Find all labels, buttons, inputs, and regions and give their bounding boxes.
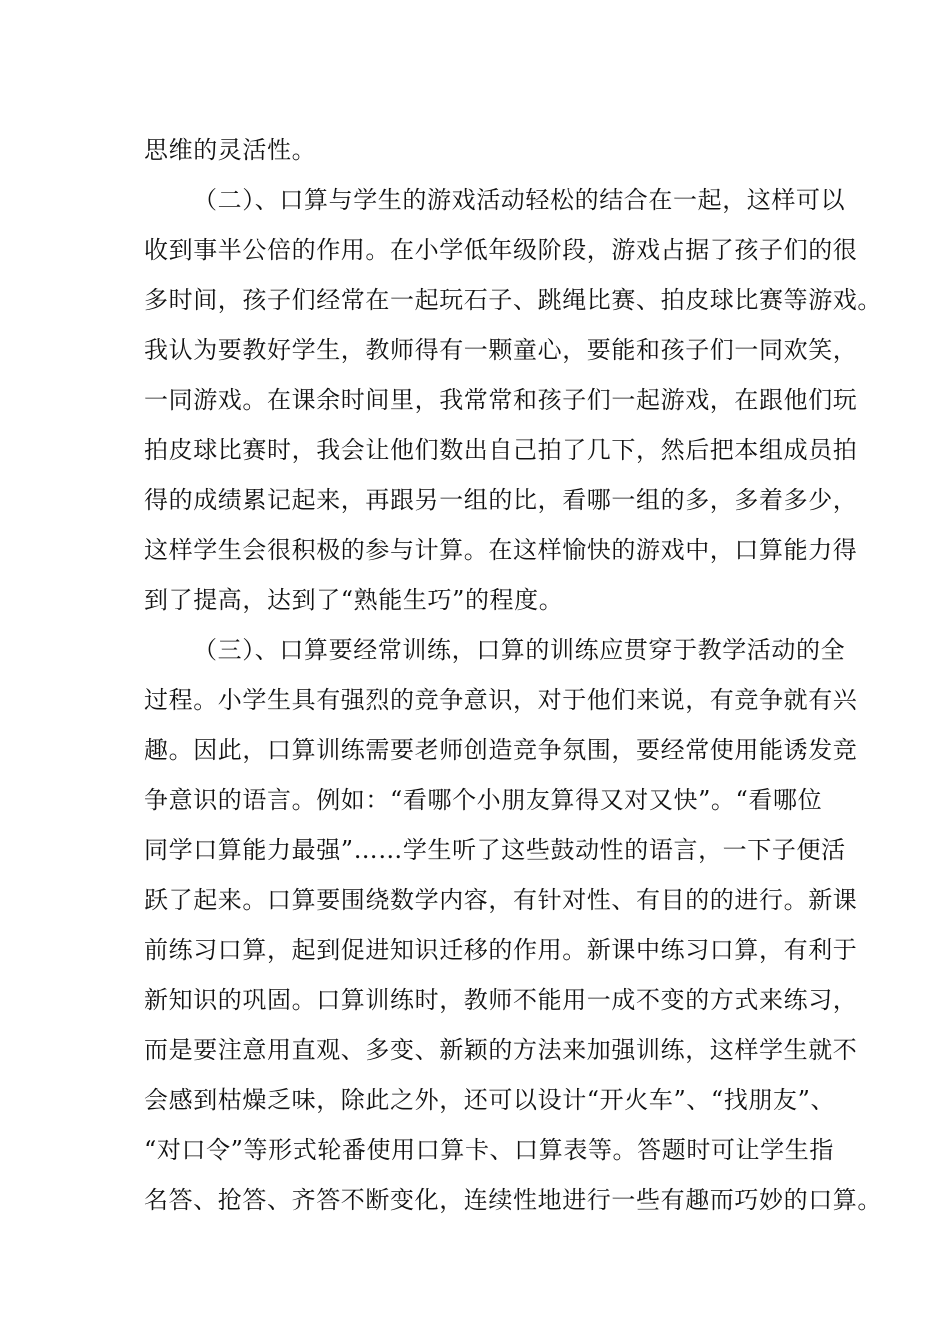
paragraph-3-line-10: 会感到枯燥乏味，除此之外，还可以设计“开火车”、“找朋友”、 (144, 1086, 836, 1114)
paragraph-2-line-2: 收到事半公倍的作用。在小学低年级阶段，游戏占据了孩子们的很 (144, 236, 858, 264)
paragraph-3-line-2: 过程。小学生具有强烈的竞争意识，对于他们来说，有竞争就有兴 (144, 686, 858, 714)
paragraph-3-line-11: “对口令”等形式轮番使用口算卡、口算表等。答题时可让学生指 (144, 1136, 834, 1164)
paragraph-2-line-1: （二）、口算与学生的游戏活动轻松的结合在一起，这样可以 (193, 186, 846, 214)
paragraph-3-line-5: 同学口算能力最强”……学生听了这些鼓动性的语言，一下子便活 (144, 836, 846, 864)
paragraph-3-line-6: 跃了起来。口算要围绕数学内容，有针对性、有目的的进行。新课 (144, 886, 858, 914)
paragraph-3-line-1: （三）、口算要经常训练，口算的训练应贯穿于教学活动的全 (193, 636, 846, 664)
paragraph-3-line-7: 前练习口算，起到促进知识迁移的作用。新课中练习口算，有利于 (144, 936, 858, 964)
paragraph-3-line-3: 趣。因此，口算训练需要老师创造竞争氛围，要经常使用能诱发竞 (144, 736, 858, 764)
paragraph-3-line-8: 新知识的巩固。口算训练时，教师不能用一成不变的方式来练习， (144, 986, 858, 1014)
paragraph-2-line-4: 我认为要教好学生，教师得有一颗童心，要能和孩子们一同欢笑， (144, 336, 858, 364)
paragraph-2-line-8: 这样学生会很积极的参与计算。在这样愉快的游戏中，口算能力得 (144, 536, 858, 564)
paragraph-2-line-7: 得的成绩累记起来，再跟另一组的比，看哪一组的多，多着多少， (144, 486, 858, 514)
paragraph-2-line-5: 一同游戏。在课余时间里，我常常和孩子们一起游戏，在跟他们玩 (144, 386, 858, 414)
paragraph-2-line-9: 到了提高，达到了“熟能生巧”的程度。 (144, 586, 564, 614)
paragraph-3-line-4: 争意识的语言。例如：“看哪个小朋友算得又对又快”。“看哪位 (144, 786, 823, 814)
text-line-1: 思维的灵活性。 (144, 136, 317, 164)
paragraph-2-line-3: 多时间，孩子们经常在一起玩石子、跳绳比赛、拍皮球比赛等游戏。 (144, 286, 882, 314)
paragraph-3-line-12: 名答、抢答、齐答不断变化，连续性地进行一些有趣而巧妙的口算。 (144, 1186, 882, 1214)
paragraph-3-line-9: 而是要注意用直观、多变、新颖的方法来加强训练，这样学生就不 (144, 1036, 858, 1064)
paragraph-2-line-6: 拍皮球比赛时，我会让他们数出自己拍了几下，然后把本组成员拍 (144, 436, 858, 464)
